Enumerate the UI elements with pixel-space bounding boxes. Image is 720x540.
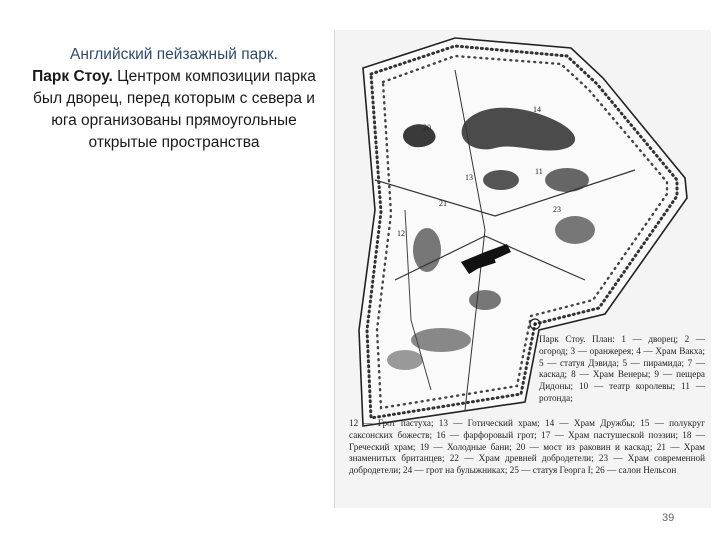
plan-caption-legend: Парк Стоу. План: 1 — дворец; 2 — огород; 3 — оранжерея; 4 — Храм Вакха; 5 — статуя Дэвида; 5 — пирамида; 7 — каскад; 8 — Храм Венеры; 9 — пещера Дидоны; 10 — театр королевы; 11 — ротонда; (539, 334, 705, 403)
map-label: 14 (533, 105, 541, 114)
woods-cluster (387, 350, 423, 370)
park-name: Парк Стоу. (32, 68, 113, 85)
slide-text (26, 44, 322, 154)
map-label: 20 (423, 123, 431, 132)
map-label: 12 (397, 229, 405, 238)
map-label: 11 (535, 167, 543, 176)
slide-title: Английский пейзажный парк. (70, 46, 278, 63)
woods-cluster (413, 228, 441, 272)
woods-cluster (483, 170, 519, 190)
woods-cluster (469, 290, 501, 310)
page-number: 39 (662, 512, 675, 524)
map-label: 21 (439, 199, 447, 208)
woods-cluster (411, 328, 471, 352)
plan-caption-legend-continued: 12 — Грот пастуха; 13 — Готический храм; 14 — Храм Дружбы; 15 — полукруг саксонских божеств; 16 — фарфоровый грот; 17 — Храм пастушеской поэзии; 18 — Греческий храм; 19 — Холодные бани; 20 — мост из раковин и каскад; 21 — Храм знаменитых британцев; 22 — Храм древней добродетели; 23 — Храм современной добродетели; 24 — грот на булыжниках; 25 — статуя Георга I; 26 — салон Нельсон (349, 418, 705, 476)
map-label: 23 (553, 205, 561, 214)
park-plan-figure (334, 30, 711, 508)
woods-cluster (545, 168, 589, 192)
slide-description: Центром композиции парка был дворец, перед которым с севера и юга организованы прямоугольные открытые пространства (33, 68, 316, 151)
woods-cluster (555, 216, 595, 244)
map-label: 13 (465, 173, 473, 182)
